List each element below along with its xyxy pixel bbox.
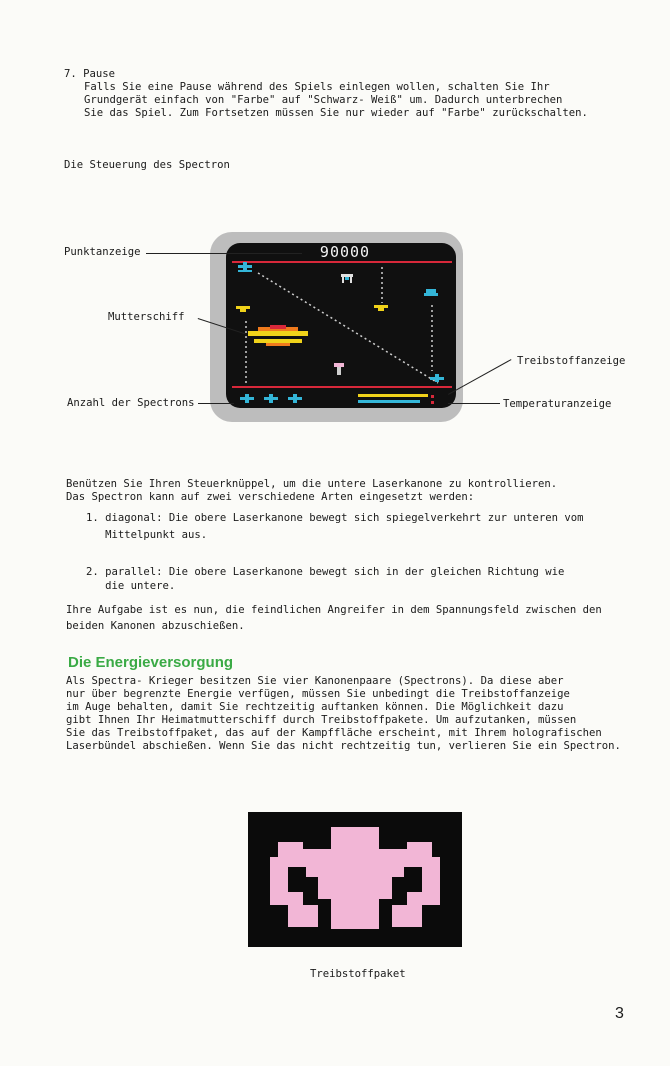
energy-line-4: gibt Ihnen Ihr Heimatmutterschiff durch Treibstoffpakete. Um aufzutanken, müssen (66, 714, 577, 726)
label-temperaturanzeige: Temperaturanzeige (503, 398, 612, 410)
pause-line-2: Grundgerät einfach von "Farbe" auf "Schwarz- Weiß" um. Dadurch unterbrechen (84, 94, 563, 106)
page-number: 3 (615, 1005, 624, 1022)
energy-line-6: Laserbündel abschießen. Wenn Sie das nicht rechtzeitig tun, verlieren Sie ein Spectron. (66, 740, 621, 752)
game-screen (226, 243, 456, 408)
enemy-drone-icon (374, 305, 388, 311)
fuel-bar (358, 394, 428, 397)
label-mutterschiff: Mutterschiff (108, 311, 185, 323)
lower-cannon-icon (430, 374, 444, 382)
pause-line-3: Sie das Spiel. Zum Fortsetzen müssen Sie nur wieder auf "Farbe" zurückschalten. (84, 107, 588, 119)
energy-heading: Die Energieversorgung (68, 654, 234, 671)
fuel-package-caption: Treibstoffpaket (310, 968, 406, 980)
label-treibstoffanzeige: Treibstoffanzeige (517, 355, 626, 367)
energy-line-2: nur über begrenzte Energie verfügen, müssen Sie unbedingt die Treibstoffanzeige (66, 688, 570, 700)
enemy-walker-icon (341, 274, 353, 283)
temp-marker (431, 401, 434, 404)
control-intro-1: Benützen Sie Ihren Steuerknüppel, um die untere Laserkanone zu kontrollieren. (66, 478, 558, 490)
temperature-bar (358, 400, 420, 403)
spectron-lives (240, 394, 302, 403)
label-punktanzeige: Punktanzeige (64, 246, 141, 258)
energy-line-3: im Auge behalten, damit Sie rechtzeitig auftanken können. Die Möglichkeit dazu (66, 701, 564, 713)
fuel-package-figure (248, 812, 462, 947)
energy-line-5: Sie das Treibstoffpaket, das auf der Kampffläche erscheint, mit Ihrem holografischen (66, 727, 602, 739)
callout-temperatur (448, 403, 500, 404)
upper-cannon-icon (238, 262, 252, 272)
fuel-marker (431, 395, 434, 398)
control-item2-line2: die untere. (86, 580, 176, 592)
score-display: 90000 (319, 243, 371, 261)
energy-line-1: Als Spectra- Krieger besitzen Sie vier Kanonenpaare (Spectrons). Da diese aber (66, 675, 564, 687)
callout-spectrons (198, 403, 234, 404)
control-task-2: beiden Kanonen abzuschießen. (66, 620, 245, 632)
label-spectrons: Anzahl der Spectrons (67, 397, 195, 409)
top-boundary-line (232, 261, 452, 263)
callout-punktanzeige (146, 253, 302, 254)
enemy-crab-icon (424, 289, 438, 296)
enemy-fighter-icon (236, 306, 250, 312)
mothership-icon (248, 325, 308, 346)
bottom-boundary-line (232, 386, 452, 388)
fuel-package-icon (334, 363, 344, 375)
control-item1-line1: 1. diagonal: Die obere Laserkanone bewegt sich spiegelverkehrt zur unteren vom (86, 512, 584, 524)
control-task-1: Ihre Aufgabe ist es nun, die feindlichen Angreifer in dem Spannungsfeld zwischen den (66, 604, 602, 616)
control-item1-line2: Mittelpunkt aus. (86, 529, 208, 541)
control-intro-2: Das Spectron kann auf zwei verschiedene Arten eingesetzt werden: (66, 491, 475, 503)
control-item2-line1: 2. parallel: Die obere Laserkanone bewegt sich in der gleichen Richtung wie (86, 566, 565, 578)
fuel-package-graphic (248, 812, 462, 947)
pause-line-1: Falls Sie eine Pause während des Spiels einlegen wollen, schalten Sie Ihr (84, 81, 550, 93)
pause-item-heading: 7. Pause (64, 68, 116, 80)
control-title: Die Steuerung des Spectron (64, 159, 230, 171)
game-scene (226, 243, 456, 408)
